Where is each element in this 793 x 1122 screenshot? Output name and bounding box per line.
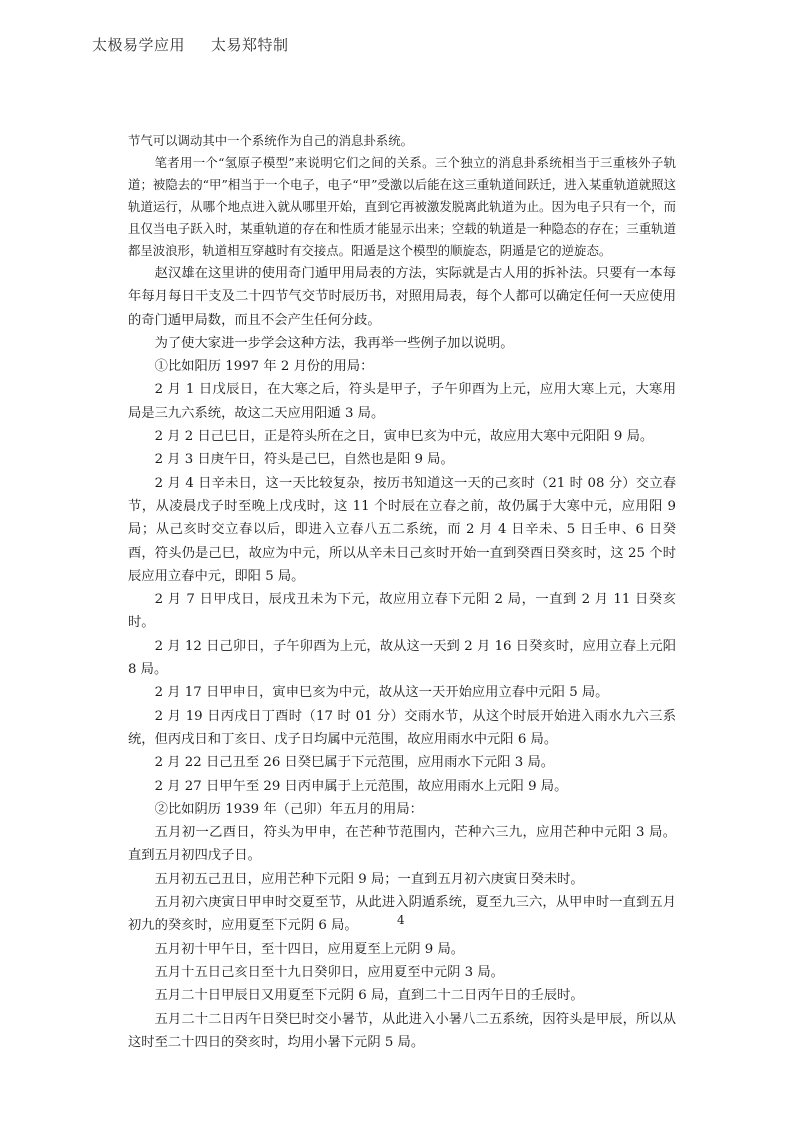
paragraph-18: 五月初五己丑日，应用芒种下元阳 9 局；一直到五月初六庚寅日癸未时。 <box>154 871 584 887</box>
paragraph-2: 笔者用一个“氢原子模型”来说明它们之间的关系。三个独立的消息卦系统相当于三重核外子轨道；被隐去的“甲”相当于一个电子，电子“甲”受激以后能在这三重轨道间跃迁，进入某重轨道就照这轨道运行，从哪个地点进入就从哪里开始，直到它再被激发脱离此轨道为止。因为电子只有一个，而且仅当电子跃入时，某重轨道的存在和性质才能显示出来；空载的轨道是一种隐态的存在；三重轨道都呈波浪形，轨道相互穿越时有交接点。阳遁是这个模型的顺旋态，阴遁是它的逆旋态。 <box>128 155 676 258</box>
paragraph-9: 2 月 4 日辛未日，这一天比较复杂，按历书知道这一天的己亥时（21 时 08 分）交立春节，从凌晨戊子时至晚上戊戌时，这 11 个时辰在立春之前，故仍属于大寒中元，应用阳 9 局；从己亥时交立春以后，即进入立春八五二系统，而 2 月 4 日辛未、5 日壬申、6 日癸酉，符头仍是己巳，故应为中元，所以从辛未日己亥时开始一直到癸酉日癸亥时，这 25 个时辰应用立春中元，即阳 5 局。 <box>128 475 676 584</box>
paragraph-1: 节气可以调动其中一个系统作为自己的消息卦系统。 <box>128 133 413 148</box>
paragraph-7: 2 月 2 日己巳日，正是符头所在之日，寅申巳亥为中元，故应用大寒中元阳阳 9 局。 <box>154 429 654 445</box>
paragraph-20: 五月初十甲午日，至十四日，应用夏至上元阴 9 局。 <box>154 941 465 957</box>
paragraph-12: 2 月 17 日甲申日，寅申巳亥为中元，故从这一天开始应用立春中元阳 5 局。 <box>154 685 609 701</box>
header-right-title: 太易郑特制 <box>211 36 289 54</box>
paragraph-6: 2 月 1 日戊辰日，在大寒之后，符头是甲子，子午卯酉为上元，应用大寒上元，大寒用局是三九六系统，故这二天应用阳遁 3 局。 <box>128 382 676 421</box>
paragraph-13: 2 月 19 日丙戌日丁酉时（17 时 01 分）交雨水节，从这个时辰开始进入雨水九六三系统，但丙戌日和丁亥日、戊子日均属中元范围，故应用雨水中元阳 6 局。 <box>128 708 676 747</box>
example-1-heading: ①比如阳历 1997 年 2 月份的用局： <box>154 359 374 375</box>
example-2-heading: ②比如阴历 1939 年（己卯）年五月的用局： <box>154 801 423 817</box>
paragraph-17: 五月初一乙酉日，符头为甲申，在芒种节范围内，芒种六三九，应用芒种中元阳 3 局。直到五月初四戊子日。 <box>128 825 676 864</box>
paragraph-22: 五月二十日甲辰日又用夏至下元阴 6 局，直到二十二日丙午日的壬辰时。 <box>154 988 584 1004</box>
paragraph-21: 五月十五日己亥日至十九日癸卯日，应用夏至中元阴 3 局。 <box>154 964 504 980</box>
paragraph-8: 2 月 3 日庚午日，符头是己巳，自然也是阳 9 局。 <box>154 452 454 468</box>
paragraph-23: 五月二十二日丙午日癸巳时交小暑节，从此进入小暑八二五系统，因符头是甲辰，所以从这时至二十四日的癸亥时，均用小暑下元阴 5 局。 <box>128 1011 676 1050</box>
paragraph-14: 2 月 22 日己丑至 26 日癸巳属于下元范围，应用雨水下元阳 3 局。 <box>154 755 555 771</box>
paragraph-10: 2 月 7 日甲戌日，辰戌丑未为下元，故应用立春下元阳 2 局，一直到 2 月 11 日癸亥时。 <box>128 592 676 631</box>
page-header <box>92 34 289 55</box>
paragraph-19: 五月初六庚寅日甲申时交夏至节，从此进入阴遁系统，夏至九三六，从甲申时一直到五月初九的癸亥时，应用夏至下元阴 6 局。 <box>128 895 676 934</box>
paragraph-15: 2 月 27 日甲午至 29 日丙申属于上元范围，故应用雨水上元阳 9 局。 <box>154 778 568 794</box>
paragraph-3: 赵汉雄在这里讲的使用奇门遁甲用局表的方法，实际就是古人用的拆补法。只要有一本每年每月每日干支及二十四节气交节时辰历书，对照用局表，每个人都可以确定任何一天应使用的奇门遁甲局数，而且不会产生任何分歧。 <box>128 266 676 328</box>
page-number: 4 <box>397 913 405 927</box>
header-left-title: 太极易学应用 <box>92 36 186 54</box>
paragraph-11: 2 月 12 日己卯日，子午卯酉为上元，故从这一天到 2 月 16 日癸亥时，应用立春上元阳 8 局。 <box>128 638 676 678</box>
paragraph-4: 为了使大家进一步学会这种方法，我再举一些例子加以说明。 <box>154 335 514 351</box>
